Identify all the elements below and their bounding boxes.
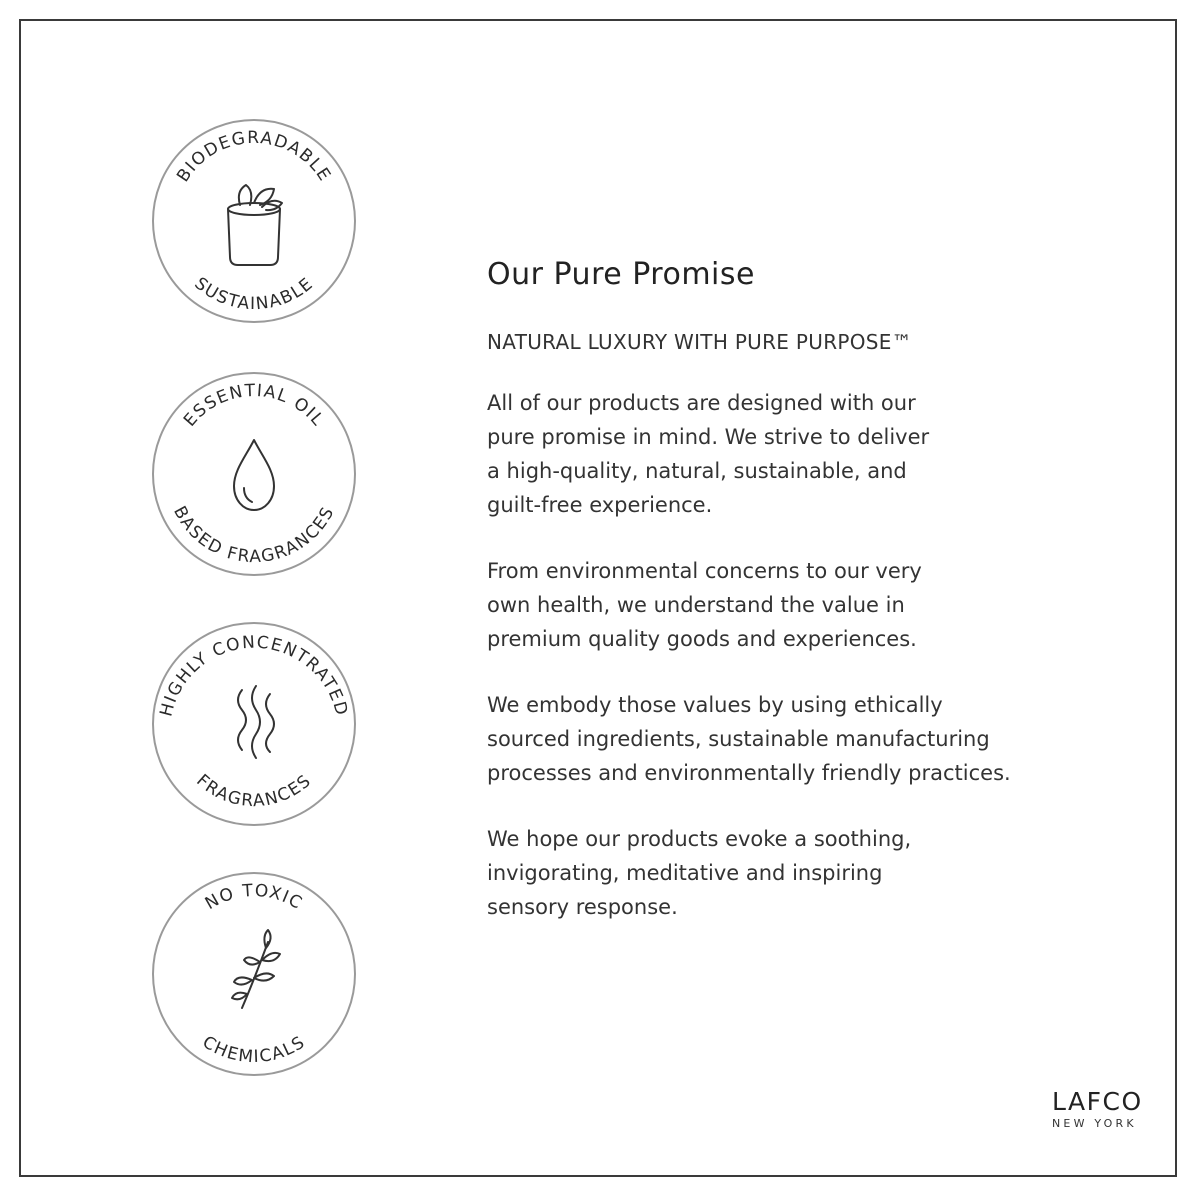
badge-top-text: BIODEGRADABLE <box>173 127 335 186</box>
badge-bottom-text: FRAGRANCES <box>192 770 316 812</box>
badge-biodegradable <box>150 117 358 325</box>
promise-section <box>487 257 1087 956</box>
badge-bottom-text: SUSTAINABLE <box>190 273 318 315</box>
leaf-sprig-icon <box>232 930 280 1008</box>
badge-bottom-text: CHEMICALS <box>198 1032 310 1068</box>
paragraph-line: guilt-free experience. <box>487 493 713 517</box>
badge-top-text: ESSENTIAL OIL <box>179 380 329 431</box>
paragraph-line: premium quality goods and experiences. <box>487 627 917 651</box>
candle-with-leaves-icon <box>228 185 282 265</box>
badge-highly-concentrated-graphic <box>150 620 358 828</box>
paragraph-1 <box>487 386 1087 522</box>
tagline: NATURAL LUXURY WITH PURE PURPOSE™ <box>487 330 913 354</box>
paragraph-4 <box>487 822 1087 924</box>
paragraph-2 <box>487 554 1087 656</box>
badge-top-text: HIGHLY CONCENTRATED <box>156 632 352 719</box>
paragraph-line: own health, we understand the value in <box>487 593 905 617</box>
paragraph-line: sourced ingredients, sustainable manufacturing <box>487 727 990 751</box>
badge-biodegradable-graphic <box>150 117 358 325</box>
badge-highly-concentrated <box>150 620 358 828</box>
badge-column <box>0 0 420 1200</box>
paragraph-line: invigorating, meditative and inspiring <box>487 861 883 885</box>
paragraph-line: sensory response. <box>487 895 678 919</box>
paragraph-line: processes and environmentally friendly practices. <box>487 761 1011 785</box>
brand-city: NEW YORK <box>1052 1117 1137 1130</box>
oil-drop-icon <box>234 440 274 510</box>
paragraph-line: All of our products are designed with our <box>487 391 916 415</box>
badge-no-toxic <box>150 870 358 1078</box>
brand-logo <box>1052 1088 1162 1132</box>
badge-bottom-text: BASED FRAGRANCES <box>169 503 339 568</box>
paragraph-line: pure promise in mind. We strive to deliver <box>487 425 930 449</box>
brand-name: LAFCO <box>1052 1087 1143 1116</box>
page-title: Our Pure Promise <box>487 257 755 292</box>
badge-essential-oil-graphic <box>150 370 358 578</box>
paragraph-line: From environmental concerns to our very <box>487 559 922 583</box>
badge-no-toxic-graphic <box>150 870 358 1078</box>
paragraph-3 <box>487 688 1087 790</box>
scent-waves-icon <box>238 686 274 758</box>
paragraph-line: We embody those values by using ethically <box>487 693 943 717</box>
paragraph-line: a high-quality, natural, sustainable, and <box>487 459 907 483</box>
badge-top-text: NO TOXIC <box>201 880 307 915</box>
badge-essential-oil <box>150 370 358 578</box>
paragraph-line: We hope our products evoke a soothing, <box>487 827 912 851</box>
